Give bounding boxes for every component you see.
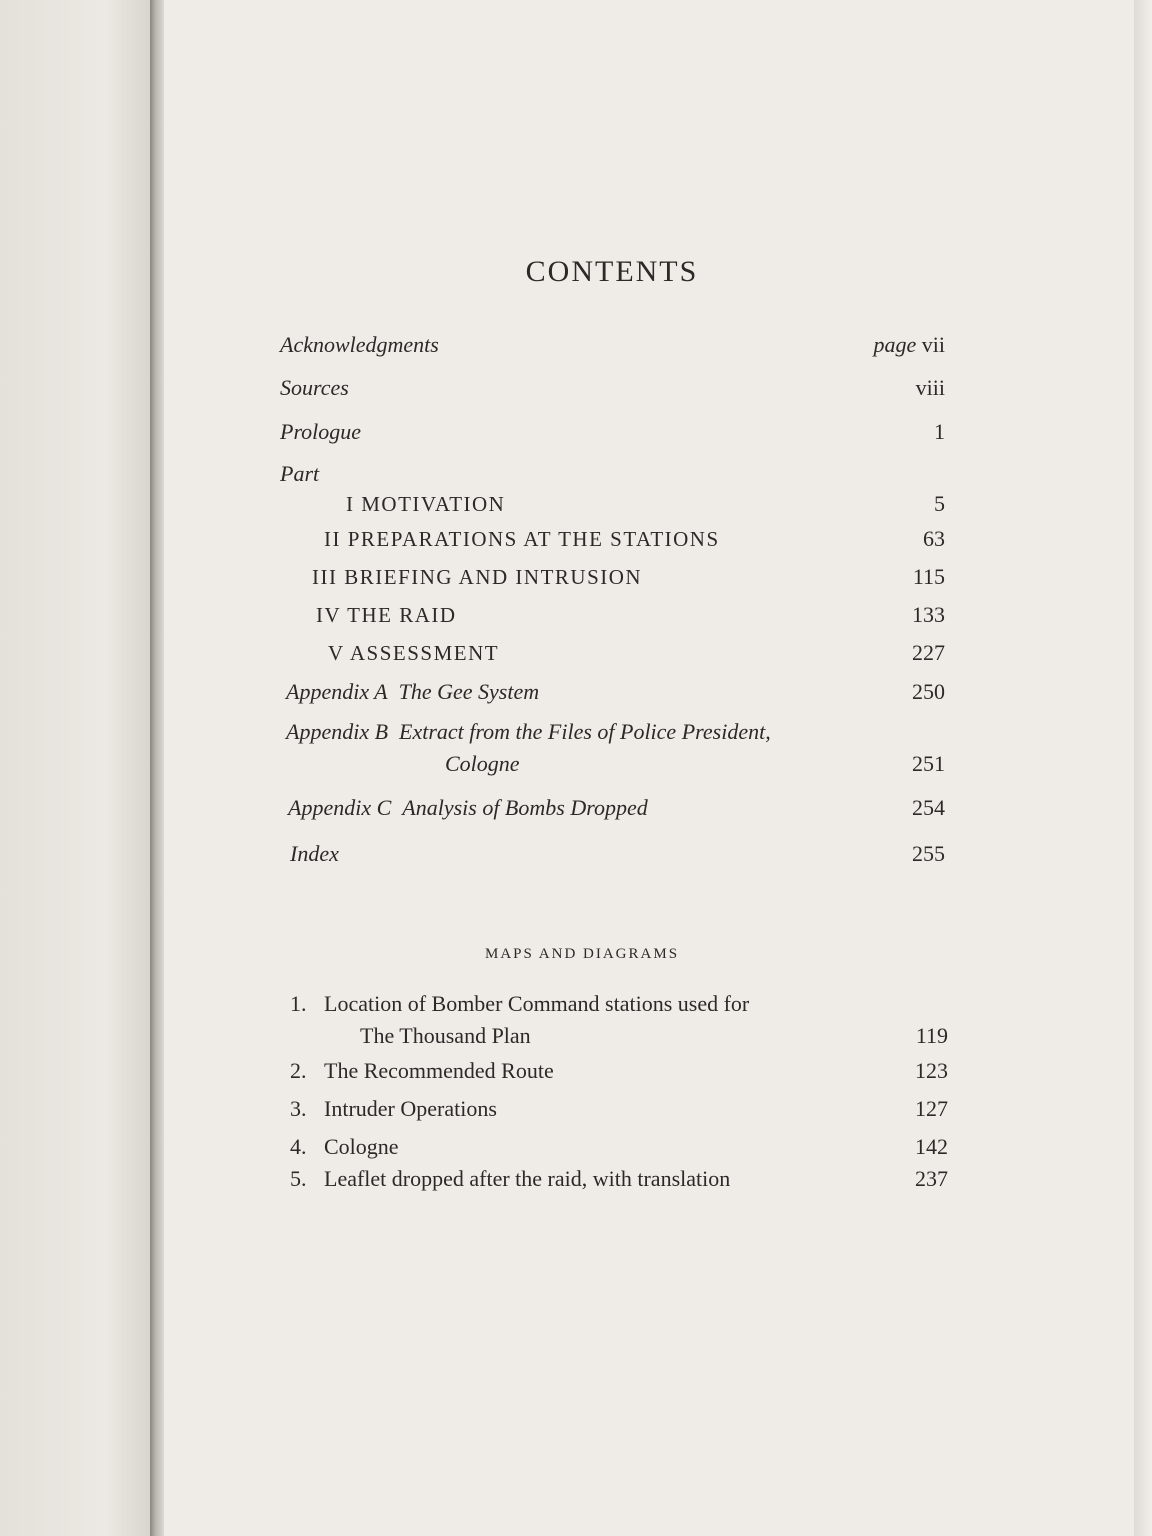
map-page: 237 xyxy=(915,1166,948,1191)
map-label: Intruder Operations xyxy=(324,1096,497,1121)
toc-page: 251 xyxy=(912,751,945,776)
page-edge xyxy=(1134,0,1152,1536)
contents-title: CONTENTS xyxy=(525,255,699,288)
map-label: Leaflet dropped after the raid, with translation xyxy=(324,1166,731,1191)
map-page: 123 xyxy=(915,1058,948,1083)
map-label: The Recommended Route xyxy=(324,1058,554,1083)
map-label: Cologne xyxy=(324,1134,399,1159)
map-number: 1. xyxy=(290,991,307,1016)
toc-label: Part xyxy=(280,461,320,486)
toc-label: IV THE RAID xyxy=(316,603,457,627)
toc-page: 255 xyxy=(912,841,945,866)
toc-label: Cologne xyxy=(445,751,520,776)
toc-page: 250 xyxy=(912,679,945,704)
toc-label: Index xyxy=(290,841,339,866)
map-number: 2. xyxy=(290,1058,307,1083)
toc-page: 5 xyxy=(934,491,945,516)
map-label-line2: The Thousand Plan xyxy=(360,1023,531,1048)
toc-label: I MOTIVATION xyxy=(346,492,506,516)
toc-page: viii xyxy=(915,375,945,400)
toc-label: Appendix B Extract from the Files of Police President, xyxy=(286,719,771,744)
map-number: 4. xyxy=(290,1134,307,1159)
map-number: 3. xyxy=(290,1096,307,1121)
toc-page: 115 xyxy=(912,564,945,589)
map-page: 119 xyxy=(915,1023,948,1048)
toc-page: 254 xyxy=(912,795,945,820)
contents-page xyxy=(164,0,1134,1536)
toc-label: III BRIEFING AND INTRUSION xyxy=(312,565,643,589)
maps-heading: MAPS AND DIAGRAMS xyxy=(485,946,680,962)
toc-label: Prologue xyxy=(280,419,362,444)
book-gutter xyxy=(150,0,164,1536)
toc-page: page vii xyxy=(873,332,945,357)
toc-label: V ASSESSMENT xyxy=(328,641,500,665)
map-number: 5. xyxy=(290,1166,307,1191)
map-label: Location of Bomber Command stations used for xyxy=(324,991,750,1016)
toc-page: 63 xyxy=(923,526,945,551)
toc-label: Acknowledgments xyxy=(280,332,439,357)
map-page: 142 xyxy=(915,1134,948,1159)
toc-page: 227 xyxy=(912,640,945,665)
facing-page xyxy=(0,0,150,1536)
toc-page: 1 xyxy=(934,419,945,444)
toc-label: Appendix C Analysis of Bombs Dropped xyxy=(288,795,648,820)
toc-label: II PREPARATIONS AT THE STATIONS xyxy=(324,527,720,551)
map-page: 127 xyxy=(915,1096,948,1121)
toc-page: 133 xyxy=(912,602,945,627)
toc-label: Appendix A The Gee System xyxy=(286,679,540,704)
toc-label: Sources xyxy=(280,375,349,400)
